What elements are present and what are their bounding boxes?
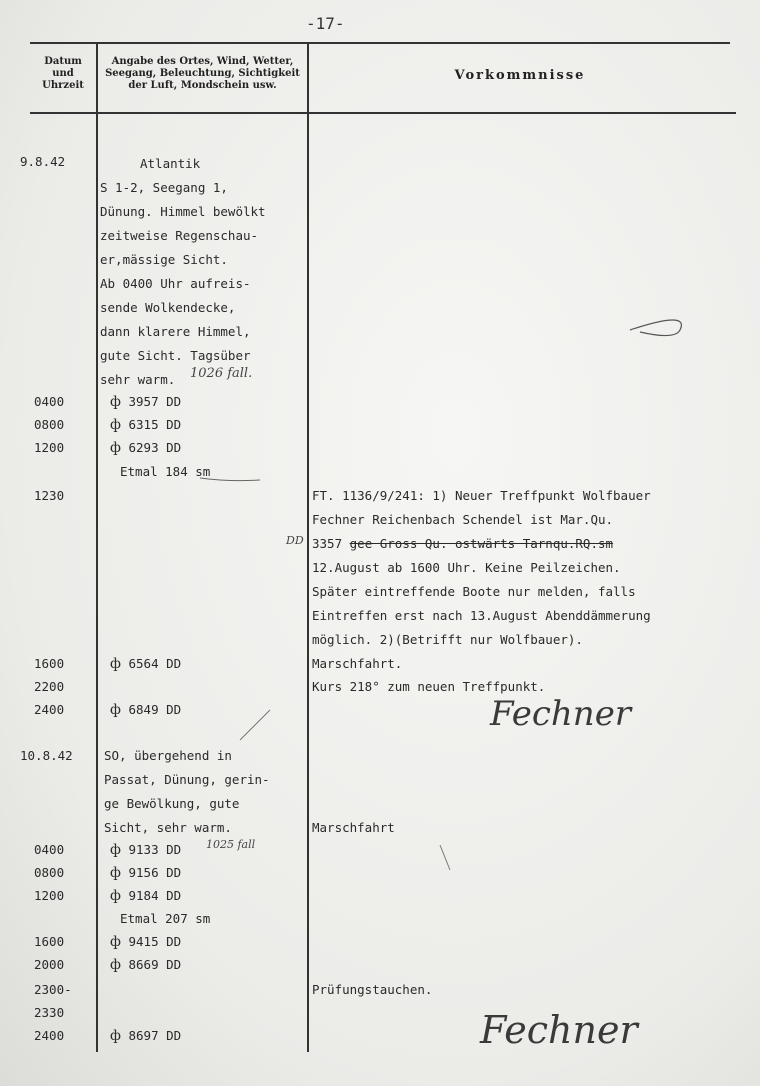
date-entry: 9.8.42 — [20, 154, 66, 169]
header-col2-line: Seegang, Beleuchtung, Sichtigkeit — [105, 68, 300, 79]
barometer-note: 1026 fall. — [190, 366, 253, 381]
position-value: 9133 DD — [128, 842, 182, 857]
header-col1-line: Datum — [44, 56, 82, 67]
header-col-place — [100, 56, 305, 92]
etmal: Etmal 207 sm — [120, 911, 211, 926]
grid-square-symbol: ф — [110, 440, 121, 456]
pencil-mark — [440, 845, 450, 870]
header-col-events: Vorkommnisse — [454, 68, 586, 83]
event-line: FT. 1136/9/241: 1) Neuer Treffpunkt Wolfbauer — [312, 488, 651, 503]
time-cell: 2300- — [34, 982, 72, 997]
weather-line: ge Bewölkung, gute — [104, 796, 240, 811]
weather-line: Dünung. Himmel bewölkt — [100, 204, 266, 219]
position-value: 6849 DD — [128, 702, 182, 717]
weather-line: SO, übergehend in — [104, 748, 232, 763]
header-col-date — [32, 56, 94, 92]
event-line: Kurs 218° zum neuen Treffpunkt. — [312, 679, 546, 694]
time-cell: 1230 — [34, 488, 65, 503]
weather-line: Passat, Dünung, gerin- — [104, 772, 270, 787]
position-value: 9156 DD — [128, 865, 182, 880]
position-cell — [110, 440, 181, 456]
position-cell — [110, 842, 181, 858]
grid-square-symbol: ф — [110, 394, 121, 410]
header-col1-line: Uhrzeit — [42, 80, 84, 91]
header-col1-line: und — [52, 68, 74, 79]
event-line — [312, 536, 613, 551]
grid-square-symbol: ф — [110, 865, 121, 881]
position-cell — [110, 394, 181, 410]
header-bottom-rule — [30, 112, 736, 114]
weather-line: sehr warm. — [100, 372, 176, 387]
event-line: Fechner Reichenbach Schendel ist Mar.Qu. — [312, 512, 614, 527]
event-line: Später eintreffende Boote nur melden, falls — [312, 584, 636, 599]
position-value: 8669 DD — [128, 957, 182, 972]
time-cell: 1200 — [34, 440, 65, 455]
time-cell: 2200 — [34, 679, 65, 694]
time-cell: 2400 — [34, 1028, 65, 1043]
position-cell — [110, 888, 181, 904]
position-value: 6293 DD — [128, 440, 182, 455]
header-top-rule — [30, 42, 730, 44]
weather-line: sende Wolkendecke, — [100, 300, 236, 315]
position-value: 9415 DD — [128, 934, 182, 949]
position-value: 9184 DD — [128, 888, 182, 903]
struck-text: gee Gross Qu. ostwärts Tarnqu.RQ.sm — [349, 536, 614, 551]
event-line: 12.August ab 1600 Uhr. Keine Peilzeichen. — [312, 560, 621, 575]
weather-line: zeitweise Regenschau- — [100, 228, 259, 243]
column-divider-1 — [96, 42, 98, 1052]
position-value: 3957 DD — [128, 394, 182, 409]
position-value: 6564 DD — [128, 656, 182, 671]
event-line: Marschfahrt. — [312, 656, 403, 671]
position-cell — [110, 417, 181, 433]
pencil-mark — [240, 710, 270, 740]
position-cell — [110, 656, 181, 672]
event-line: Marschfahrt — [312, 820, 395, 835]
time-cell: 2330 — [34, 1005, 65, 1020]
position-value: 8697 DD — [128, 1028, 182, 1043]
event-line: Prüfungstauchen. — [312, 982, 433, 997]
position-cell — [110, 957, 181, 973]
time-cell: 0800 — [34, 865, 65, 880]
header-col2-line: der Luft, Mondschein usw. — [128, 80, 277, 91]
event-line: Eintreffen erst nach 13.August Abenddämmerung — [312, 608, 651, 623]
time-cell: 0400 — [34, 394, 65, 409]
position-cell — [110, 865, 181, 881]
column-divider-2 — [307, 42, 309, 1052]
grid-square-symbol: ф — [110, 702, 121, 718]
weather-line: S 1-2, Seegang 1, — [100, 180, 228, 195]
pencil-mark — [630, 320, 681, 336]
weather-line: Sicht, sehr warm. — [104, 820, 232, 835]
position-cell — [110, 934, 181, 950]
grid-square-symbol: ф — [110, 417, 121, 433]
time-cell: 0800 — [34, 417, 65, 432]
signature: Fechner — [480, 1008, 638, 1052]
margin-note: DD — [286, 534, 304, 547]
grid-square-symbol: ф — [110, 888, 121, 904]
barometer-note: 1025 fall — [206, 838, 256, 851]
grid-square-symbol: ф — [110, 957, 121, 973]
grid-square-symbol: ф — [110, 656, 121, 672]
weather-line: gute Sicht. Tagsüber — [100, 348, 251, 363]
time-cell: 1600 — [34, 656, 65, 671]
grid-square-symbol: ф — [110, 1028, 121, 1044]
time-cell: 2400 — [34, 702, 65, 717]
time-cell: 2000 — [34, 957, 65, 972]
grid-square-symbol: ф — [110, 934, 121, 950]
weather-line: Ab 0400 Uhr aufreis- — [100, 276, 251, 291]
position-cell — [110, 702, 181, 718]
weather-line: Atlantik — [140, 156, 201, 171]
weather-line: er,mässige Sicht. — [100, 252, 228, 267]
time-cell: 0400 — [34, 842, 65, 857]
time-cell: 1600 — [34, 934, 65, 949]
position-value: 6315 DD — [128, 417, 182, 432]
date-entry: 10.8.42 — [20, 748, 73, 763]
time-cell: 1200 — [34, 888, 65, 903]
event-text: 3357 — [312, 536, 343, 551]
signature: Fechner — [490, 694, 632, 734]
etmal: Etmal 184 sm — [120, 464, 211, 479]
position-cell — [110, 1028, 181, 1044]
weather-line: dann klarere Himmel, — [100, 324, 251, 339]
grid-square-symbol: ф — [110, 842, 121, 858]
page-number: -17- — [306, 14, 345, 33]
event-line: möglich. 2)(Betrifft nur Wolfbauer). — [312, 632, 583, 647]
header-col2-line: Angabe des Ortes, Wind, Wetter, — [111, 56, 294, 67]
